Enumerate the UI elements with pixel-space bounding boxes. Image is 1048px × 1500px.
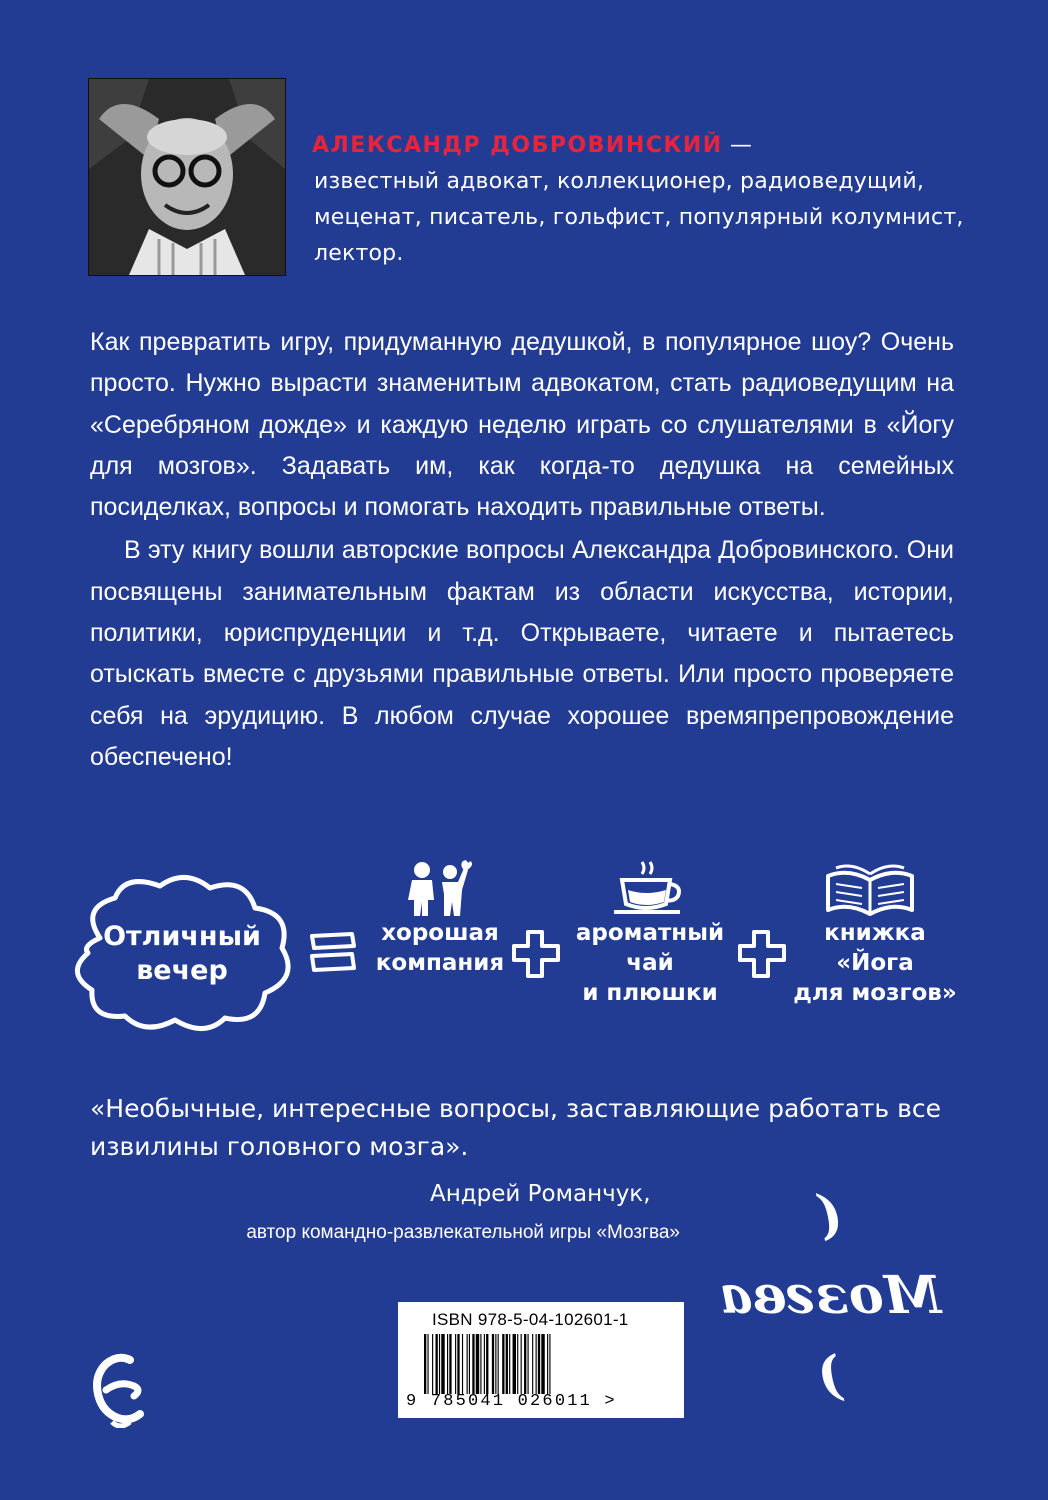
equation-item-book [790, 918, 960, 1008]
annotation-paragraph-1: Как превратить игру, придуманную дедушкой, в популярное шоу? Очень просто. Нужно вырасти знаменитым адвокатом, стать радиоведущим на «Серебряном дожде» и каждую неделю играть со слушателями в «Йогу для мозгов». Задавать им, как когда-то дедушка на семейных посиделках, вопросы и помогать находить правильные ответы. [90, 328, 954, 522]
ean-digits: 9 785041 026011 > [406, 1392, 617, 1411]
barcode-bar [476, 1334, 479, 1394]
barcode-bar [549, 1334, 550, 1394]
open-book-icon [824, 862, 916, 918]
barcode-bar [427, 1334, 428, 1394]
annotation-paragraph-2: В эту книгу вошли авторские вопросы Александра Добровинского. Они посвящены занимательным фактам из области искусства, истории, политики, юриспруденции и т.д. Открываете, читаете и пытаетесь отыскать вместе с друзьями правильные ответы. Или просто проверяете себя на эрудицию. В любом случае хорошее времяпрепровождение обеспечено! [90, 536, 954, 771]
equation-item-tea [570, 918, 730, 1008]
author-bio-line-2: меценат, писатель, гольфист, популярный колумнист, [314, 205, 964, 230]
barcode-bar [484, 1334, 485, 1394]
author-bio-line-1: известный адвокат, коллекционер, радиоведущий, [314, 169, 925, 194]
equation-item-company [370, 918, 510, 978]
quote-author-name: Андрей Романчук, [430, 1181, 651, 1207]
plus-sign-icon [736, 928, 788, 980]
item-tea-line-2: чай [626, 950, 674, 976]
publisher-logo-icon [90, 1350, 146, 1428]
barcode-bar [439, 1334, 440, 1394]
quote-line-2: извилины головного мозга». [90, 1132, 469, 1161]
cloud-label-line-2: вечер [136, 955, 228, 986]
barcode-bar [424, 1334, 426, 1394]
equals-sign-icon [308, 930, 358, 974]
barcode-bar [492, 1334, 494, 1394]
barcode-bar [536, 1334, 537, 1394]
plus-sign-icon [510, 928, 562, 980]
cloud-label [60, 920, 304, 988]
two-kids-icon [402, 860, 474, 918]
evening-equation [0, 860, 1048, 1040]
barcode-bar [480, 1334, 481, 1394]
item-tea-line-3: и плюшки [582, 980, 718, 1006]
author-name: АЛЕКСАНДР ДОБРОВИНСКИЙ [312, 133, 723, 158]
barcode-bar [441, 1334, 444, 1394]
barcode-bar [538, 1334, 540, 1394]
barcode-bar [521, 1334, 522, 1394]
barcode-bar [467, 1334, 468, 1394]
barcode-bar [436, 1334, 438, 1394]
author-portrait-image [89, 79, 285, 275]
barcode-bar [528, 1334, 529, 1394]
barcode-bar [532, 1334, 533, 1394]
barcode-bar [469, 1334, 470, 1394]
quote-author-role: автор командно-развлекательной игры «Мозгва» [246, 1222, 680, 1243]
barcode-bar [462, 1334, 463, 1394]
barcode-bar [498, 1334, 499, 1394]
barcode-bar [524, 1334, 526, 1394]
item-company-line-1: хорошая [381, 920, 499, 946]
book-annotation [90, 322, 954, 778]
barcode-bar [506, 1334, 508, 1394]
barcode-bar [495, 1334, 496, 1394]
isbn-barcode [398, 1302, 684, 1418]
barcode-bar [517, 1334, 518, 1394]
isbn-label: ISBN 978-5-04-102601-1 [432, 1310, 629, 1329]
mozgva-logo: ( Мозгва ) [718, 1185, 942, 1406]
barcode-bar [449, 1334, 451, 1394]
author-dash: — [722, 133, 753, 158]
item-book-line-1: книжка [824, 920, 926, 946]
barcode-bar [432, 1334, 433, 1394]
barcode-bar [502, 1334, 504, 1394]
barcode-bars [424, 1334, 654, 1394]
barcode-bar [547, 1334, 548, 1394]
barcode-bar [541, 1334, 544, 1394]
barcode-bar [447, 1334, 448, 1394]
item-tea-line-1: ароматный [575, 920, 725, 946]
barcode-bar [513, 1334, 516, 1394]
cloud-label-line-1: Отличный [103, 921, 261, 952]
item-company-line-2: компания [375, 950, 505, 976]
barcode-bar [486, 1334, 488, 1394]
item-book-line-2: «Йога [836, 950, 914, 976]
barcode-bar [455, 1334, 456, 1394]
item-book-line-3: для мозгов» [793, 980, 957, 1006]
author-photo [88, 78, 286, 276]
author-bio [312, 128, 1012, 272]
quote-line-1: «Необычные, интересные вопросы, заставляющие работать все [90, 1094, 941, 1123]
author-bio-line-3: лектор. [314, 241, 404, 266]
tea-cup-icon [612, 860, 684, 918]
barcode-bar [509, 1334, 510, 1394]
review-quote [90, 1090, 970, 1166]
barcode-bar [457, 1334, 459, 1394]
barcode-bar [472, 1334, 474, 1394]
